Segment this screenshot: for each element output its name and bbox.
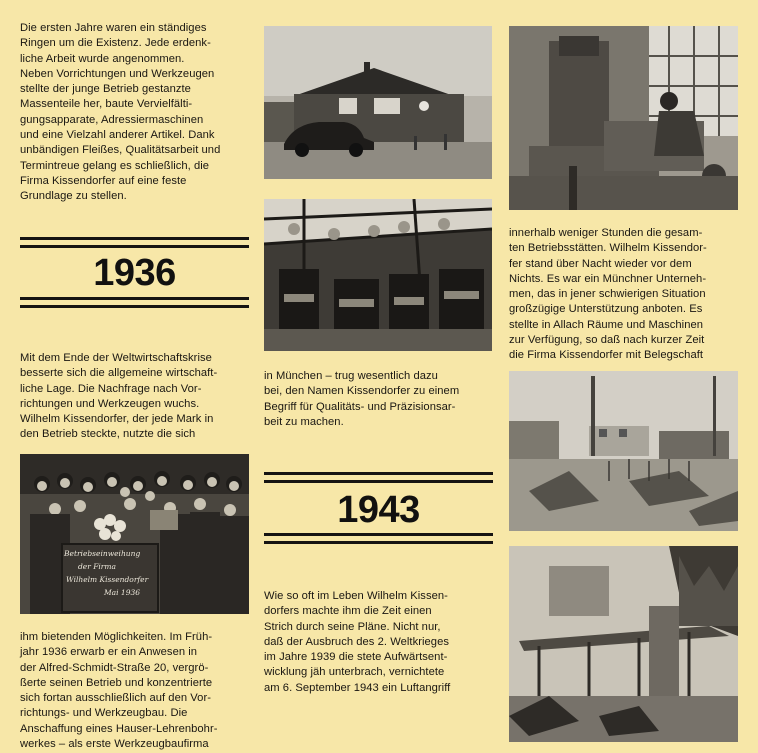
paragraph-1943-aftermath: innerhalb weniger Stunden die gesam- ten Betriebsstätten. Wilhelm Kissendor- fer stand über Nacht wieder vor dem Nichts. Es war ein Münchner Unterneh- men, das in jener schwierigen Situation großzügige Unterstützung anboten. Es stellte in Allach Räume und Maschinen zur Verfügung, so daß nach kurzer Zeit die Firma Kissendorfer mit Belegschaft: [509, 227, 707, 362]
divider-line: [264, 480, 493, 483]
photo-opening-ceremony-group: [20, 454, 249, 614]
divider-line: [264, 472, 493, 475]
photo-ruins-after-airstrike: [509, 371, 738, 531]
year-heading-1936: 1936: [93, 252, 176, 294]
sign-line: Mai 1936: [104, 588, 141, 597]
photo-sign: [64, 547, 158, 599]
paragraph-1936-intro: Mit dem Ende der Weltwirtschaftskrise besserte sich die allgemeine wirtschaft- liche Lage. Die Nachfrage nach Vor- richtungen und Werkzeugen wuchs. Wilhelm Kissendorfer, der jede Mark in den Betrieb steckte, nutzte die sich: [20, 352, 218, 441]
sign-line: der Firma: [78, 562, 116, 571]
photo-destroyed-shed: [509, 546, 738, 742]
photo-workshop-interior: [264, 199, 492, 351]
photo-factory-building-with-car: [264, 26, 492, 179]
intro-paragraph: Die ersten Jahre waren ein ständiges Ringen um die Existenz. Jede erdenk- liche Arbeit wurde angenommen. Neben Vorrichtungen und Werkzeugen stellte der junge Betrieb gestanzte Massenteile her, baute Vervielfälti- gungsapparate, Adressiermaschinen und eine Vielzahl anderer Artikel. Dank unbändigen Fleißes, Qualitätsarbeit und Termintreue gelang es schließlich, die Firma Kissendorfer auf eine feste Grundlage zu stellen.: [20, 22, 221, 203]
paragraph-1936-continued: ihm bietenden Möglichkeiten. Im Früh- jahr 1936 erwarb er ein Anwesen in der Alfred-Schmidt-Straße 20, vergrö- ßerte seinen Betrieb und konzentrierte sich fortan ausschließlich auf den Vor- richtungs- und Werkzeugbau. Die Anschaffung eines Hauser-Lehrenbohr- werkes – als erste Werkzeugbaufirma: [20, 631, 218, 751]
photo-worker-at-machine: [509, 26, 738, 210]
year-heading-1943: 1943: [337, 489, 420, 531]
divider-line: [20, 237, 249, 240]
divider-line: [20, 297, 249, 300]
divider-line: [20, 245, 249, 248]
paragraph-munich-quality: in München – trug wesentlich dazu bei, den Namen Kissendorfer zu einem Begriff für Qualitäts- und Präzisionsar- beit zu machen.: [264, 370, 460, 428]
divider-line: [264, 541, 493, 544]
sign-line: Betriebseinweihung: [64, 549, 141, 558]
divider-line: [20, 305, 249, 308]
divider-line: [264, 533, 493, 536]
sign-line: Wilhelm Kissendorfer: [66, 575, 149, 584]
paragraph-1943-war: Wie so oft im Leben Wilhelm Kissen- dorfers machte ihm die Zeit einen Strich durch seine Pläne. Nicht nur, daß der Ausbruch des 2. Weltkrieges im Jahre 1939 die stete Aufwärtsent- wicklung jäh unterbrach, vernichtete am 6. September 1943 ein Luftangriff: [264, 590, 451, 694]
